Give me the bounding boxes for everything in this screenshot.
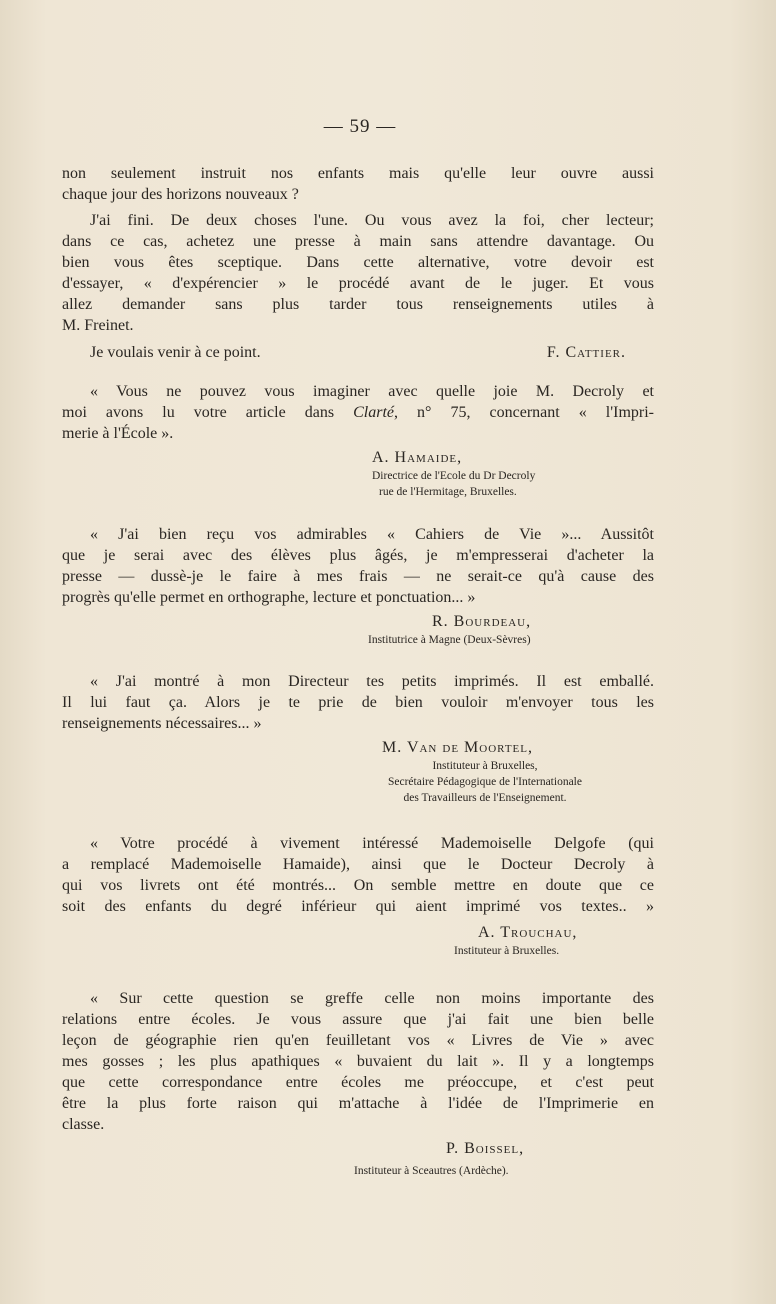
text-line: M. Freinet. [62,317,134,334]
text-line: merie à l'École ». [62,425,174,442]
text-line: « Vous ne pouvez vous imaginer avec quelle joie M. Decroly et [90,383,654,400]
text-line: classe. [62,1116,105,1133]
text-line: a remplacé Mademoiselle Hamaide), ainsi que le Docteur Decroly à [62,856,654,873]
role-line: Instituteur à Bruxelles. [454,945,560,957]
role-line: Institutrice à Magne (Deux-Sèvres) [368,634,531,646]
text-line: presse — dussè-je le faire à mes frais — ne serait-ce qu'à cause des [62,568,654,585]
signature-cattier: F. Cattier. [546,344,626,361]
text-line: qui vos livrets ont été montrés... On semble mettre en doute que ce [62,877,654,894]
role-line: rue de l'Hermitage, Bruxelles. [379,486,517,498]
signature-bourdeau: R. Bourdeau, [432,613,532,630]
text-line: « Votre procédé à vivement intéressé Mademoiselle Delgofe (qui [90,835,654,852]
text-fragment: , n° 75, concernant « l'Impri- [394,404,655,421]
text-line: leçon de géographie rien qu'en feuilletant vos « Livres de Vie » avec [62,1032,654,1049]
quote-hamaide [62,381,654,500]
text-line: être la plus forte raison qui m'attache à l'idée de l'Imprimerie en [62,1095,654,1112]
role-line: Instituteur à Sceautres (Ardèche). [354,1165,509,1177]
quote-trouchau [62,833,654,959]
text-line: « Sur cette question se greffe celle non moins importante des [90,990,654,1007]
text-line: J'ai fini. De deux choses l'une. Ou vous avez la foi, cher lecteur; [90,212,654,229]
signature-trouchau: A. Trouchau, [478,924,578,941]
text-line: que cette correspondance entre écoles me préoccupe, et c'est peut [62,1074,654,1091]
paragraph-continuation [62,163,654,205]
text-line: d'essayer, « d'expérencier » le procédé avant de le juger. Et vous [62,275,654,292]
text-line: « J'ai montré à mon Directeur tes petits imprimés. Il est emballé. [90,673,654,690]
signature-van-de-moortel: M. Van de Moortel, [382,739,533,756]
journal-title: Clarté [353,404,394,421]
quote-van-de-moortel [62,671,654,806]
role-line: des Travailleurs de l'Enseignement. [403,792,567,804]
signature-hamaide: A. Hamaide, [372,449,463,466]
text-line: allez demander sans plus tarder tous renseignements utiles à [62,296,654,313]
quote-bourdeau [62,524,654,648]
role-line: Directrice de l'Ecole du Dr Decroly [372,470,536,482]
closing-line: Je voulais venir à ce point. [90,344,261,361]
text-line: relations entre écoles. Je vous assure que j'ai fait une bien belle [62,1011,654,1028]
text-fragment: moi avons lu votre article dans [62,404,335,421]
role-line: Secrétaire Pédagogique de l'Internationale [388,776,582,788]
signature-boissel: P. Boissel, [446,1140,525,1157]
text-line: que je serai avec des élèves plus âgés, je m'empresserai d'acheter la [62,547,654,564]
text-line: chaque jour des horizons nouveaux ? [62,186,299,203]
text-line: « J'ai bien reçu vos admirables « Cahiers de Vie »... Aussitôt [90,526,654,543]
text-line: progrès qu'elle permet en orthographe, lecture et ponctuation... » [62,589,476,606]
text-line: dans ce cas, achetez une presse à main sans attendre davantage. Ou [62,233,654,250]
quote-boissel [62,988,654,1179]
role-line: Instituteur à Bruxelles, [432,760,538,772]
text-line: mes gosses ; les plus apathiques « buvaient du lait ». Il y a longtemps [62,1053,654,1070]
text-line: bien vous êtes sceptique. Dans cette alternative, votre devoir est [62,254,654,271]
text-line: renseignements nécessaires... » [62,715,262,732]
text-line: soit des enfants du degré inférieur qui aient imprimé vos textes.. » [62,898,654,915]
paragraph-conclusion [62,210,654,363]
text-line: non seulement instruit nos enfants mais qu'elle leur ouvre aussi [62,165,654,182]
text-line: Il lui faut ça. Alors je te prie de bien vouloir m'envoyer tous les [62,694,654,711]
page-number: — 59 — [323,116,397,137]
